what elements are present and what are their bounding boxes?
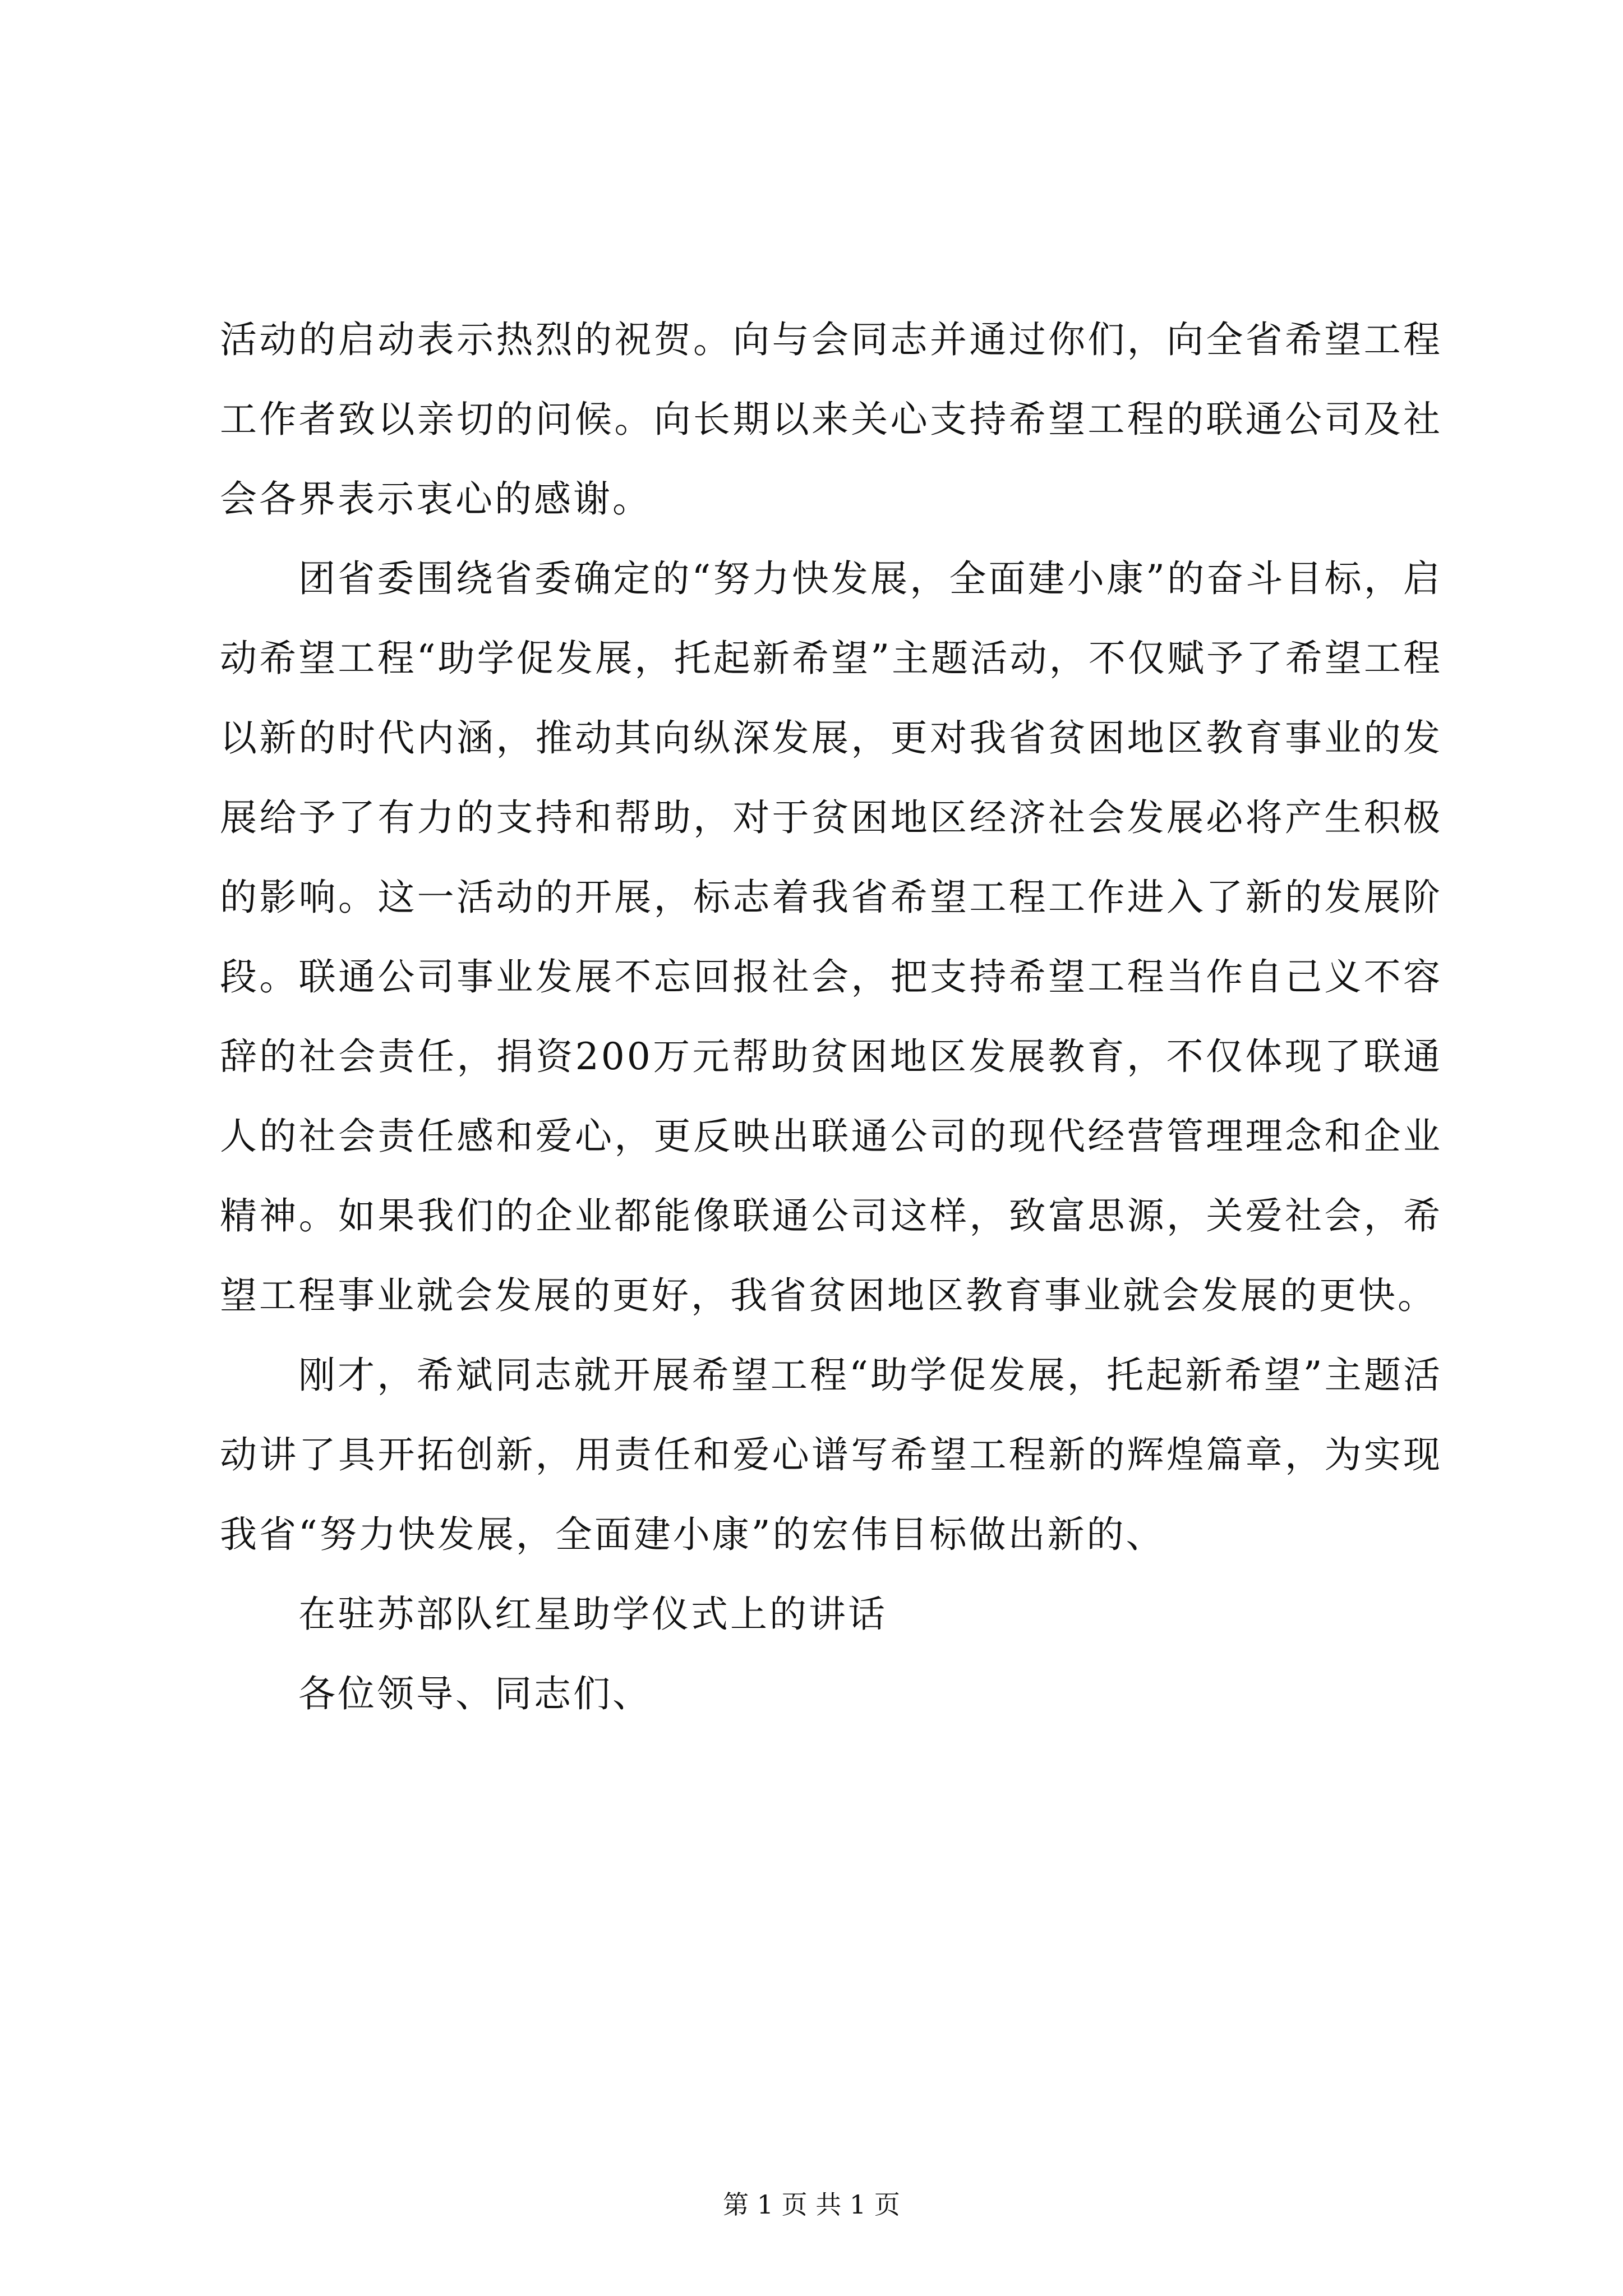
paragraph-3: 刚才，希斌同志就开展希望工程“助学促发展，托起新希望”主题活动讲了具开拓创新，用责任和爱心谱写希望工程新的辉煌篇章，为实现我省“努力快发展，全面建小康”的宏伟目标做出新的、 — [220, 1354, 1442, 1556]
document-body — [220, 300, 1442, 1734]
speech-title: 在驻苏部队红星助学仪式上的讲话 — [298, 1593, 887, 1636]
page-footer: 第 1 页 共 1 页 — [723, 2189, 900, 2220]
salutation: 各位领导、同志们、 — [298, 1672, 652, 1715]
paragraph-2: 团省委围绕省委确定的“努力快发展，全面建小康”的奋斗目标，启动希望工程“助学促发展，托起新希望”主题活动，不仅赋予了希望工程以新的时代内涵，推动其向纵深发展，更对我省贫困地区教育事业的发展给予了有力的支持和帮助，对于贫困地区经济社会发展必将产生积极的影响。这一活动的开展，标志着我省希望工程工作进入了新的发展阶段。联通公司事业发展不忘回报社会，把支持希望工程当作自己义不容辞的社会责任，捐资200万元帮助贫困地区发展教育，不仅体现了联通人的社会责任感和爱心，更反映出联通公司的现代经营管理理念和企业精神。如果我们的企业都能像联通公司这样，致富思源，关爱社会，希望工程事业就会发展的更好，我省贫困地区教育事业就会发展的更快。 — [220, 557, 1442, 1317]
paragraph-1: 活动的启动表示热烈的祝贺。向与会同志并通过你们，向全省希望工程工作者致以亲切的问候。向长期以来关心支持希望工程的联通公司及社会各界表示衷心的感谢。 — [220, 318, 1442, 521]
